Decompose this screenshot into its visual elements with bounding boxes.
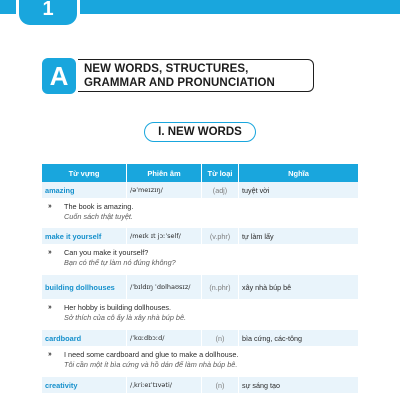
double-chevron-icon: ›› — [48, 203, 51, 210]
ipa-cell: /meɪk ɪt jɔːˈself/ — [127, 228, 202, 244]
header-meaning: Nghĩa — [288, 168, 309, 178]
section-heading — [42, 58, 314, 94]
example-vietnamese: Bạn có thể tự làm nó đúng không? — [64, 258, 176, 267]
table-row — [42, 275, 358, 300]
ipa-cell: /əˈmeɪzɪŋ/ — [127, 182, 202, 198]
meaning-cell: xây nhà búp bê — [242, 282, 292, 292]
header-word: Từ vựng — [42, 164, 127, 182]
vocabulary-table — [42, 164, 358, 394]
word-cell: creativity — [42, 377, 127, 393]
double-chevron-icon: ›› — [48, 304, 51, 311]
example-block — [42, 300, 358, 330]
meaning-cell: sự sáng tạo — [242, 380, 280, 390]
word-cell: make it yourself — [42, 228, 127, 244]
word-cell: cardboard — [42, 330, 127, 346]
pos-cell: (adj) — [202, 182, 239, 198]
section-title-line-2: GRAMMAR AND PRONUNCIATION — [84, 77, 275, 89]
header-pos: Từ loại — [202, 164, 239, 182]
pos-cell: (n) — [202, 330, 239, 346]
meaning-cell: bìa cứng, các-tông — [242, 333, 302, 343]
table-row — [42, 182, 358, 199]
example-block — [42, 347, 358, 377]
table-header — [42, 164, 358, 182]
double-chevron-icon: ›› — [48, 351, 51, 358]
example-english: I need some cardboard and glue to make a dollhouse. — [64, 350, 239, 359]
example-english: Can you make it yourself? — [64, 248, 149, 257]
word-cell: amazing — [42, 182, 127, 198]
unit-badge: 1 — [16, 0, 80, 28]
header-ipa: Phiên âm — [127, 164, 202, 182]
example-block — [42, 245, 358, 275]
example-english: The book is amazing. — [64, 202, 134, 211]
meaning-cell: tuyệt vời — [242, 185, 270, 195]
example-block — [42, 199, 358, 228]
table-row — [42, 377, 358, 394]
pos-cell: (n.phr) — [202, 275, 239, 299]
section-title-line-1: NEW WORDS, STRUCTURES, — [84, 63, 249, 75]
double-chevron-icon: ›› — [48, 249, 51, 256]
table-row — [42, 228, 358, 245]
subsection-title: I. NEW WORDS — [144, 122, 256, 142]
ipa-cell: /ˌkriːeɪˈtɪvəti/ — [127, 377, 202, 393]
pos-cell: (v.phr) — [202, 228, 239, 244]
example-vietnamese: Tôi cần một ít bìa cứng và hồ dán để làm nhà búp bê. — [64, 360, 238, 369]
example-vietnamese: Cuốn sách thật tuyệt. — [64, 212, 133, 221]
table-row — [42, 330, 358, 347]
pos-cell: (n) — [202, 377, 239, 393]
example-vietnamese: Sở thích của cô ấy là xây nhà búp bê. — [64, 313, 187, 322]
example-english: Her hobby is building dollhouses. — [64, 303, 172, 312]
ipa-cell: /ˈbɪldɪŋ ˈdɒlhaʊsɪz/ — [127, 275, 202, 299]
section-letter: A — [42, 58, 76, 94]
ipa-cell: /ˈkɑːdbɔːd/ — [127, 330, 202, 346]
word-cell: building dollhouses — [42, 275, 127, 299]
meaning-cell: tự làm lấy — [242, 231, 274, 241]
section-title-box — [78, 59, 314, 92]
top-banner — [0, 0, 400, 34]
